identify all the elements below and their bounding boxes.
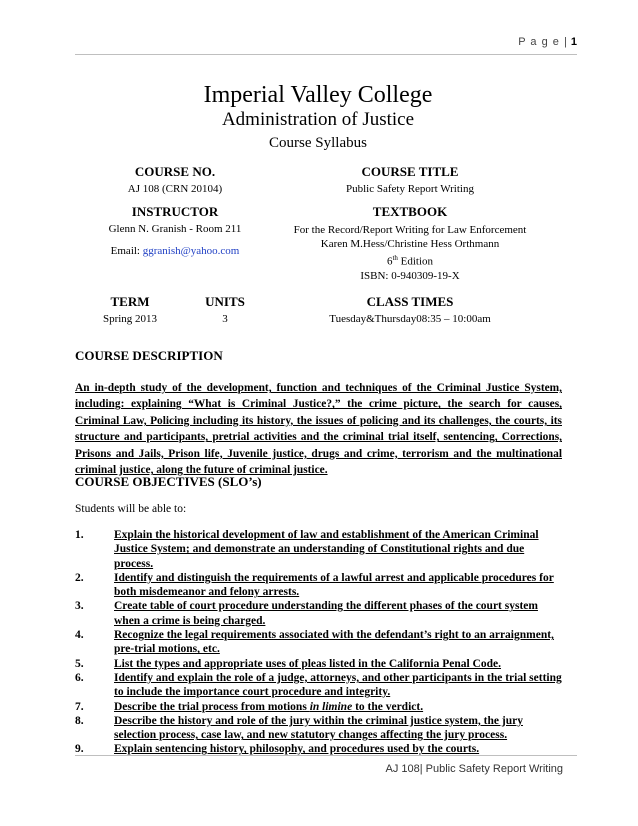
objectives-list [75,528,562,757]
objective-number: 2. [75,571,84,584]
edition-suffix: th [392,254,398,262]
textbook-block [280,204,540,283]
term-label: TERM [110,294,150,309]
objective-text: Identify and distinguish the requirements of a lawful arrest and applicable procedures for both misdemeanor and felony arrests. [114,571,554,599]
textbook-label: TEXTBOOK [372,204,448,219]
course-no-label: COURSE NO. [134,164,216,179]
email-link[interactable]: ggranish@yahoo.com [142,245,240,257]
edition-word: Edition [397,255,434,268]
objective-number: 1. [75,529,84,541]
objective-item [75,714,562,743]
objective-item [75,528,562,571]
objective-text: Explain sentencing history, philosophy, and procedures used by the courts. [114,743,480,756]
objective-number: 6. [75,671,84,684]
objective-item [75,628,562,657]
objective-text-after: to the verdict. [352,700,424,713]
instructor-name: Glenn N. Granish - Room 211 [108,223,242,235]
college-title: Imperial Valley College [203,82,433,108]
units-value: 3 [222,313,228,325]
instructor-block [75,204,275,257]
instructor-email [75,245,275,257]
objective-text: Explain the historical development of law and establishment of the American Criminal Justice System; and demonstrate an understanding of Constitutional rights and due process. [114,529,539,570]
objective-item [75,700,562,714]
objectives-intro: Students will be able to: [75,503,187,515]
page-prefix: P a g e | [518,36,568,48]
objective-text-before: Describe the trial process from motions [114,700,310,713]
objective-item [75,657,562,671]
objective-number: 7. [75,700,84,713]
term-value: Spring 2013 [102,313,158,325]
units-label: UNITS [205,294,245,309]
class-times-label: CLASS TIMES [366,294,454,309]
course-no-block [75,164,275,195]
objective-item [75,599,562,628]
objective-number: 5. [75,657,84,670]
objective-number: 4. [75,629,84,642]
units-block [185,294,265,325]
objective-text: Identify and explain the role of a judge, attorneys, and other participants in the trial setting to include the importance court procedure and integrity. [114,671,562,699]
objective-item [75,571,562,600]
page-number: 1 [570,36,577,48]
objective-text: Describe the history and role of the jury within the criminal justice system, the jury selection process, case law, and new statutory changes affecting the jury process. [114,714,523,742]
footer-rule [75,755,577,756]
textbook-edition [280,251,540,269]
objective-text: List the types and appropriate uses of pleas listed in the California Penal Code. [114,657,501,670]
course-title-block [290,164,530,195]
course-title-label: COURSE TITLE [361,164,459,179]
term-block [75,294,185,325]
course-title-value: Public Safety Report Writing [346,183,474,195]
objective-item [75,671,562,700]
course-objectives-heading: COURSE OBJECTIVES (SLO’s) [75,474,262,489]
header-rule [75,54,577,55]
page-header [0,36,577,48]
textbook-authors: Karen M.Hess/Christine Hess Orthmann [320,238,500,250]
department-subtitle: Administration of Justice [221,109,415,130]
objective-number: 3. [75,600,84,613]
document-type: Course Syllabus [269,135,367,151]
objective-number: 8. [75,714,84,727]
course-description-heading: COURSE DESCRIPTION [75,348,223,363]
textbook-title: For the Record/Report Writing for Law Enforcement [293,224,527,236]
class-times-value: Tuesday&Thursday08:35 – 10:00am [329,313,491,325]
instructor-label: INSTRUCTOR [131,204,219,219]
objective-text [114,700,562,714]
objective-number: 9. [75,743,84,756]
objective-text-italic: in limine [309,700,353,713]
objective-text: Recognize the legal requirements associated with the defendant’s right to an arraignment, pre-trial motions, etc. [114,629,554,656]
course-no-value: AJ 108 (CRN 20104) [127,183,223,195]
page-footer: AJ 108| Public Safety Report Writing [385,763,563,775]
email-label: Email: [110,245,143,257]
textbook-isbn: ISBN: 0-940309-19-X [360,269,460,282]
edition-number: 6 [386,255,393,268]
class-times-block [300,294,520,325]
course-description-body: An in-depth study of the development, function and techniques of the Criminal Justice System, including: explaining “What is Criminal Justice?,” the crime picture, the search for causes, Criminal Law, Policing including its history, the issues of policing and its challenges, the courts, its structure and participants, pretrial activities and the criminal trial itself, sentencing, Corrections, Prisons and Jails, Prison life, Juvenile justice, drugs and crime, terrorism and the multinational criminal justice, along the future of criminal justice. [75,382,562,477]
objective-text: Create table of court procedure understanding the different phases of the court system when a crime is being charged. [114,600,538,627]
